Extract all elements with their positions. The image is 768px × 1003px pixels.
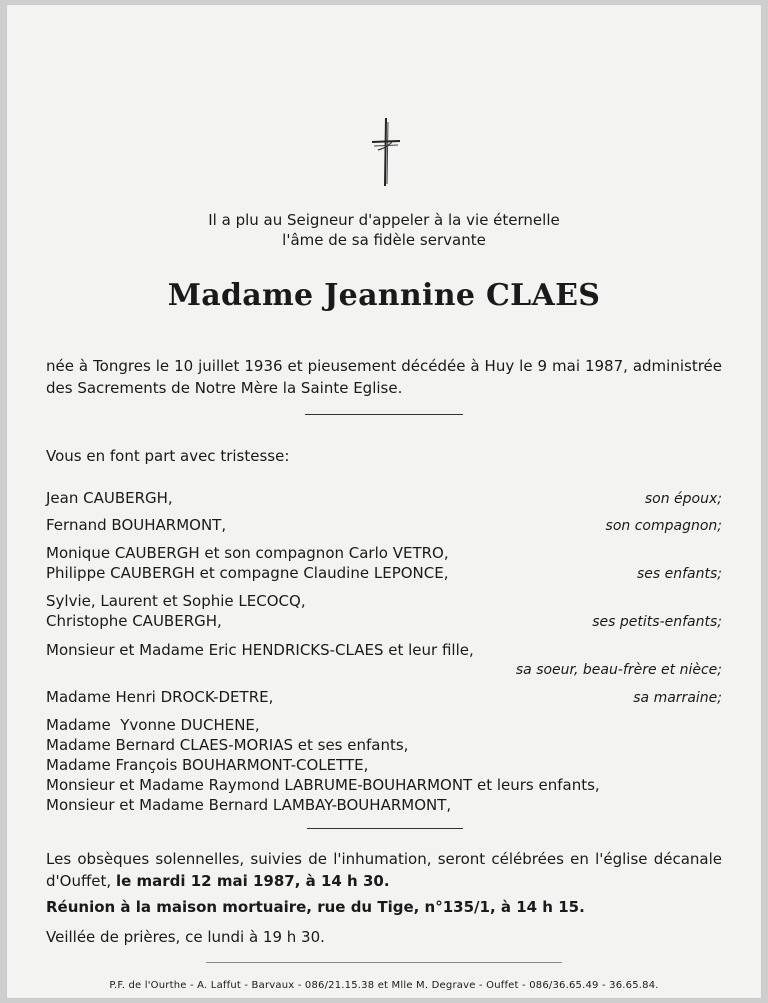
other-relative-2: Madame Bernard CLAES-MORIAS et ses enfants,	[46, 736, 409, 754]
godmother-name: Madame Henri DROCK-DETRE,	[46, 688, 274, 706]
announcement-intro: Vous en font part avec tristesse:	[46, 447, 290, 465]
divider-2	[307, 828, 463, 829]
grandchildren-relation: ses petits-enfants;	[592, 614, 722, 630]
reunion-line: Réunion à la maison mortuaire, rue du Tige, n°135/1, à 14 h 15.	[46, 898, 585, 916]
funeral-date: le mardi 12 mai 1987, à 14 h 30.	[115, 872, 390, 890]
cross-icon	[368, 116, 404, 188]
companion-relation: son compagnon;	[605, 518, 722, 534]
footer-divider	[206, 962, 562, 963]
birth-death-paragraph: née à Tongres le 10 juillet 1936 et pieusement décédée à Huy le 9 mai 1987, administrée des Sacrements de Notre Mère la Sainte Eglise.	[46, 357, 722, 397]
children-name-1: Monique CAUBERGH et son compagnon Carlo VETRO,	[46, 544, 449, 562]
sister-relation: sa soeur, beau-frère et nièce;	[515, 662, 722, 678]
intro-line-2: l'âme de sa fidèle servante	[282, 231, 486, 249]
deceased-name: Madame Jeannine CLAES	[167, 278, 601, 313]
grandchildren-name-2: Christophe CAUBERGH,	[46, 612, 222, 630]
spouse-name: Jean CAUBERGH,	[46, 489, 173, 507]
divider-1	[305, 414, 463, 415]
godmother-relation: sa marraine;	[633, 690, 722, 706]
other-relative-1: Madame Yvonne DUCHENE,	[46, 716, 260, 734]
other-relative-3: Madame François BOUHARMONT-COLETTE,	[46, 756, 369, 774]
footer-credits: P.F. de l'Ourthe - A. Laffut - Barvaux - 086/21.15.38 et Mlle M. Degrave - Ouffet - 086/36.65.49 - 36.65.84.	[109, 980, 659, 991]
companion-name: Fernand BOUHARMONT,	[46, 516, 227, 534]
spouse-relation: son époux;	[644, 491, 722, 507]
children-relation: ses enfants;	[636, 566, 722, 582]
vigil-line: Veillée de prières, ce lundi à 19 h 30.	[46, 928, 325, 946]
funeral-paragraph	[46, 848, 722, 892]
children-name-2: Philippe CAUBERGH et compagne Claudine LEPONCE,	[46, 564, 449, 582]
funeral-text: Les obsèques solennelles, suivies de l'inhumation, seront célébrées en l'église décanale d'Ouffet,	[46, 850, 722, 890]
sister-name: Monsieur et Madame Eric HENDRICKS-CLAES et leur fille,	[46, 641, 474, 659]
grandchildren-name-1: Sylvie, Laurent et Sophie LECOCQ,	[46, 592, 306, 610]
intro-line-1: Il a plu au Seigneur d'appeler à la vie éternelle	[208, 211, 560, 229]
death-notice-card	[6, 4, 762, 999]
other-relative-5: Monsieur et Madame Bernard LAMBAY-BOUHARMONT,	[46, 796, 452, 814]
other-relative-4: Monsieur et Madame Raymond LABRUME-BOUHARMONT et leurs enfants,	[46, 776, 600, 794]
